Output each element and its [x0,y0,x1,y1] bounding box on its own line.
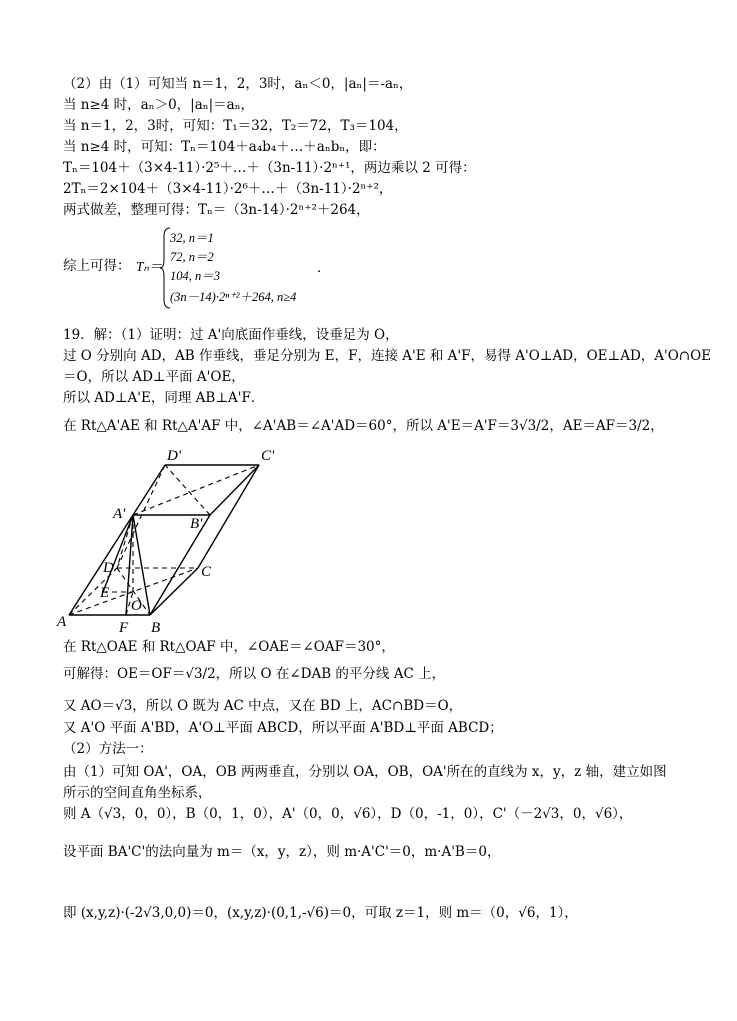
figure-label: D' [167,448,182,464]
text-line: 设平面 BA'C'的法向量为 m＝（x，y，z），则 m·A'C'＝0，m·A'B＝0， [63,844,501,860]
text-line: 则 A（√3，0，0），B（0，1，0），A'（0，0，√6），D（0，-1，0），C'（－2√3，0，√6）， [63,806,633,822]
figure-label: C' [261,448,275,464]
figure-label: F [119,620,129,635]
text-line: 可解得：OE＝OF＝√3/2，所以 O 在∠DAB 的平分线 AC 上， [63,666,446,682]
figure-label: B' [190,516,203,532]
summary-case: 32, n＝1 [170,231,214,245]
figure-label: C [201,564,212,580]
text-line: 19．解：（1）证明：过 A'向底面作垂线，设垂足为 O， [63,327,399,343]
text-line: 在 Rt△A'AE 和 Rt△A'AF 中，∠A'AB＝∠A'AD＝60°，所以 A'E＝A'F＝3√3/2，AE＝AF＝3/2， [63,418,664,434]
summary-lhs: Tₙ＝ [136,259,163,274]
text-line: （2）由（1）可知当 n＝1，2，3时，aₙ＜0，|aₙ|＝-aₙ， [63,76,413,92]
text-line: ＝O，所以 AD⊥平面 A'OE， [63,369,245,385]
figure-label: E [100,585,110,601]
summary-case: 104, n＝3 [170,269,221,283]
figure-label: B [151,620,161,635]
summary-end: ． [317,260,331,276]
text-line: 两式做差，整理可得：Tₙ＝（3n-14）·2ⁿ⁺²＋264， [63,202,370,218]
text-line: 当 n≥4 时，aₙ＞0，|aₙ|＝aₙ， [63,97,255,113]
summary-case: 72, n＝2 [170,250,214,264]
text-line: 所以 AD⊥A'E，同理 AB⊥A'F． [63,390,265,406]
text-line: 当 n＝1，2，3时，可知：T₁＝32，T₂＝72，T₃＝104， [63,118,408,134]
text-line: 在 Rt△OAE 和 Rt△OAF 中，∠OAE＝∠OAF＝30°， [63,639,395,655]
text-line: 由（1）可知 OA'，OA，OB 两两垂直，分别以 OA，OB，OA'所在的直线为 x，y，z 轴，建立如图 [63,764,667,780]
text-line: （2）方法一： [63,741,153,757]
figure-label: A [57,614,67,630]
text-line: 所示的空间直角坐标系， [63,785,212,801]
text-line: 又 AO＝√3，所以 O 既为 AC 中点，又在 BD 上，AC∩BD＝O， [63,698,463,714]
summary-label: 综上可得： [63,258,131,274]
text-line: Tₙ＝104＋（3×4-11）·2⁵＋…＋（3n-11）·2ⁿ⁺¹，两边乘以 2 可得： [63,160,476,176]
text-line: 即 (x,y,z)·(-2√3,0,0)＝0，(x,y,z)·(0,1,-√6)＝0，可取 z＝1，则 m＝（0，√6，1）， [63,905,578,921]
parallelepiped-figure [55,440,295,635]
text-line: 过 O 分别向 AD，AB 作垂线，垂足分别为 E，F，连接 A'E 和 A'F，易得 A'O⊥AD，OE⊥AD，A'O∩OE [63,348,712,364]
summary-case: (3n－14)·2ⁿ⁺²＋264, n≥4 [170,290,297,304]
figure-label: O [131,598,142,614]
text-line: 当 n≥4 时，可知：Tₙ＝104＋a₄b₄＋…＋aₙbₙ，即： [63,139,386,155]
figure-label: A' [113,506,126,522]
text-line: 2Tₙ＝2×104＋（3×4-11）·2⁶＋…＋（3n-11）·2ⁿ⁺²， [63,181,393,197]
figure-label: D [103,560,114,576]
text-line: 又 A'O 平面 A'BD，A'O⊥平面 ABCD，所以平面 A'BD⊥平面 ABCD； [63,720,503,736]
